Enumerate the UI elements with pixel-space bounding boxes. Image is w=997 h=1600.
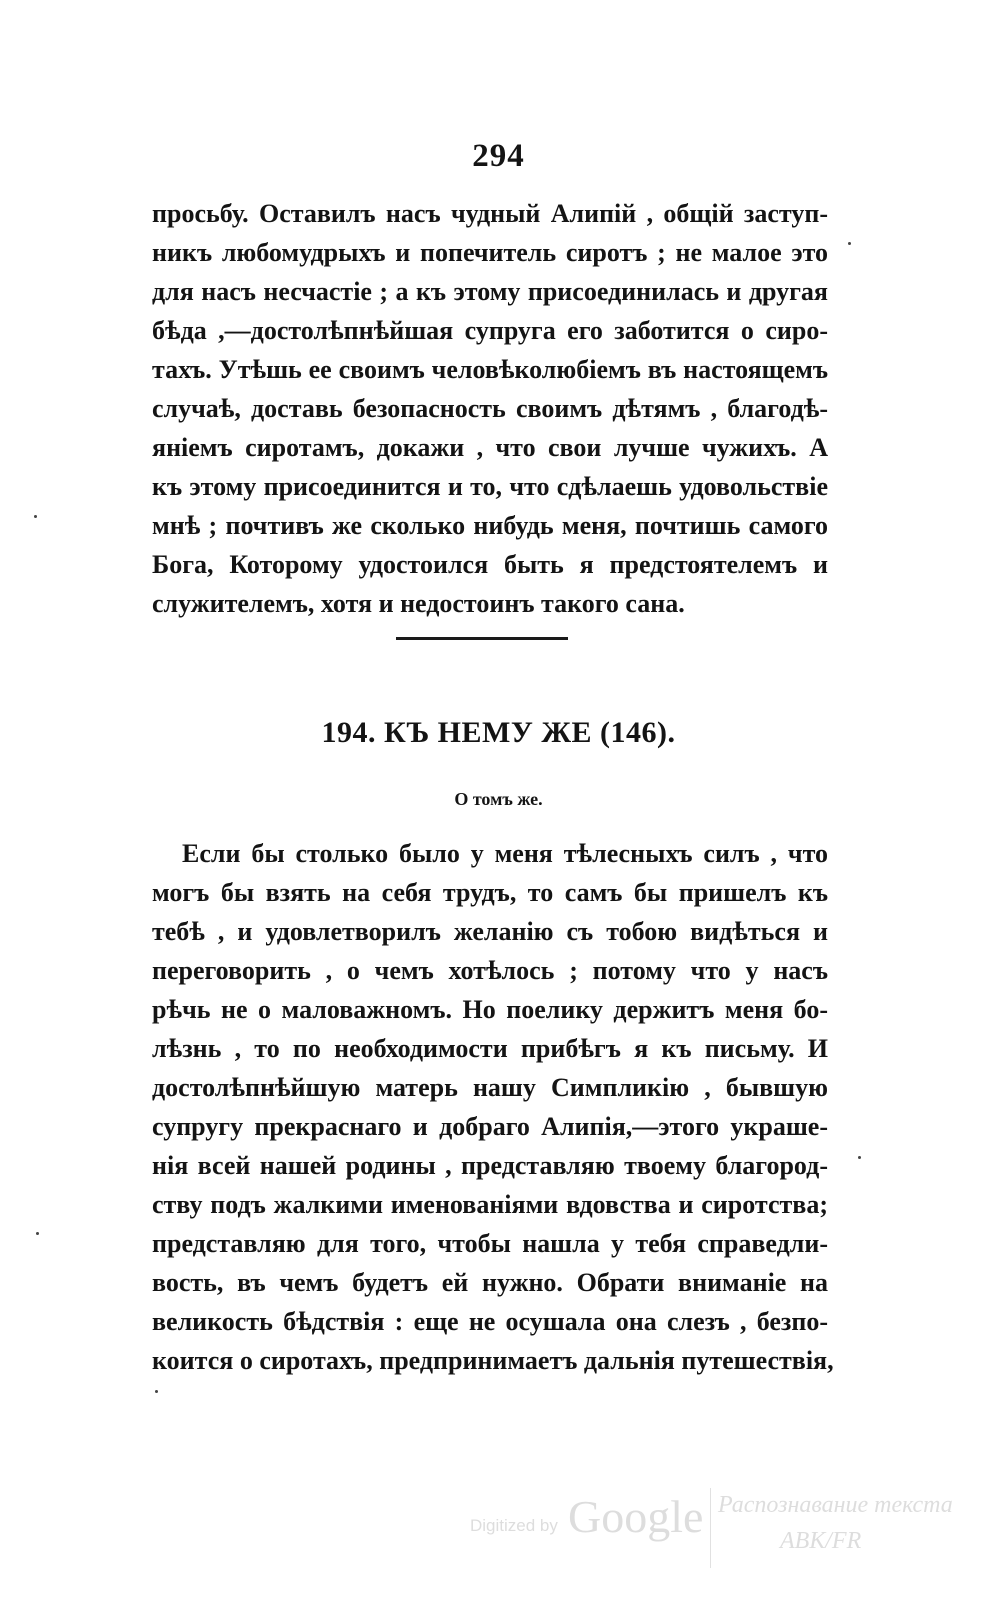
watermark-separator [710,1488,711,1568]
text-line: Если бы столько было у меня тѣлесныхъ силъ , что [182,839,828,868]
text-line: служителемъ, хотя и недостоинъ такого сана. [152,589,685,618]
watermark-google-logo: Google [568,1491,704,1542]
letter-body-text [152,834,834,1380]
text-line: рѣчь не о маловажномъ. Но поелику держитъ меня бо- [152,995,828,1024]
section-divider [396,637,568,640]
text-line: Бога, Которому удостоился быть я предстоятелемъ и [152,550,828,579]
section-subtitle: О томъ же. [454,789,543,809]
text-line: просьбу. Оставилъ насъ чудный Алипій , общій заступ- [152,199,828,228]
text-line: тебѣ , и удовлетворилъ желанію съ тобою видѣться и [152,917,828,946]
text-line: ству подъ жалкими именованіями вдовства и сиротства; [152,1190,828,1219]
watermark-digitized-text: Digitized by [470,1516,558,1535]
print-speck [155,1390,158,1393]
text-line: достолѣпнѣйшую матерь нашу Симпликію , бывшую [152,1073,828,1102]
text-line: переговорить , о чемъ хотѣлось ; потому что у насъ [152,956,828,985]
text-line: для насъ несчастіе ; а къ этому присоединилась и другая [152,277,828,306]
page-number: 294 [472,138,525,174]
section-heading: 194. КЪ НЕМУ ЖЕ (146). [321,716,676,749]
print-speck [34,515,37,518]
text-line: случаѣ, доставь безопасность своимъ дѣтямъ , благодѣ- [152,394,828,423]
text-line: великость бѣдствія : еще не осушала она слезъ , безпо- [152,1307,828,1336]
text-line: яніемъ сиротамъ, докажи , что свои лучше чужихъ. А [152,433,828,462]
print-speck [858,1156,861,1159]
text-line: коится о сиротахъ, предпринимаетъ дальнія путешествія, [152,1346,834,1375]
text-line: представляю для того, чтобы нашла у тебя справедли- [152,1229,828,1258]
print-speck [36,1232,39,1235]
text-line: вость, въ чемъ будетъ ей нужно. Обрати вниманіе на [152,1268,828,1297]
text-line: лѣзнь , то по необходимости прибѣгъ я къ письму. И [152,1034,828,1063]
watermark-ocr-credit: АВК/FR [780,1528,862,1554]
text-line: бѣда ,—достолѣпнѣйшая супруга его заботится о сиро- [152,316,828,345]
text-line: тахъ. Утѣшь ее своимъ человѣколюбіемъ въ настоящемъ [152,355,828,384]
text-line: нія всей нашей родины , представляю твоему благород- [152,1151,828,1180]
text-line: супругу прекраснаго и добраго Алипія,—этого украше- [152,1112,828,1141]
text-line: могъ бы взять на себя трудъ, то самъ бы пришелъ къ [152,878,828,907]
text-line: мнѣ ; почтивъ же сколько нибудь меня, почтишь самого [152,511,828,540]
print-speck [848,242,851,245]
letter-continuation-text [152,194,828,623]
text-line: къ этому присоединится и то, что сдѣлаешь удовольствіе [152,472,828,501]
watermark-ocr-text: Распознавание текста [718,1492,953,1518]
digitization-watermark [470,1478,970,1578]
text-line: никъ любомудрыхъ и попечитель сиротъ ; не малое это [152,238,828,267]
